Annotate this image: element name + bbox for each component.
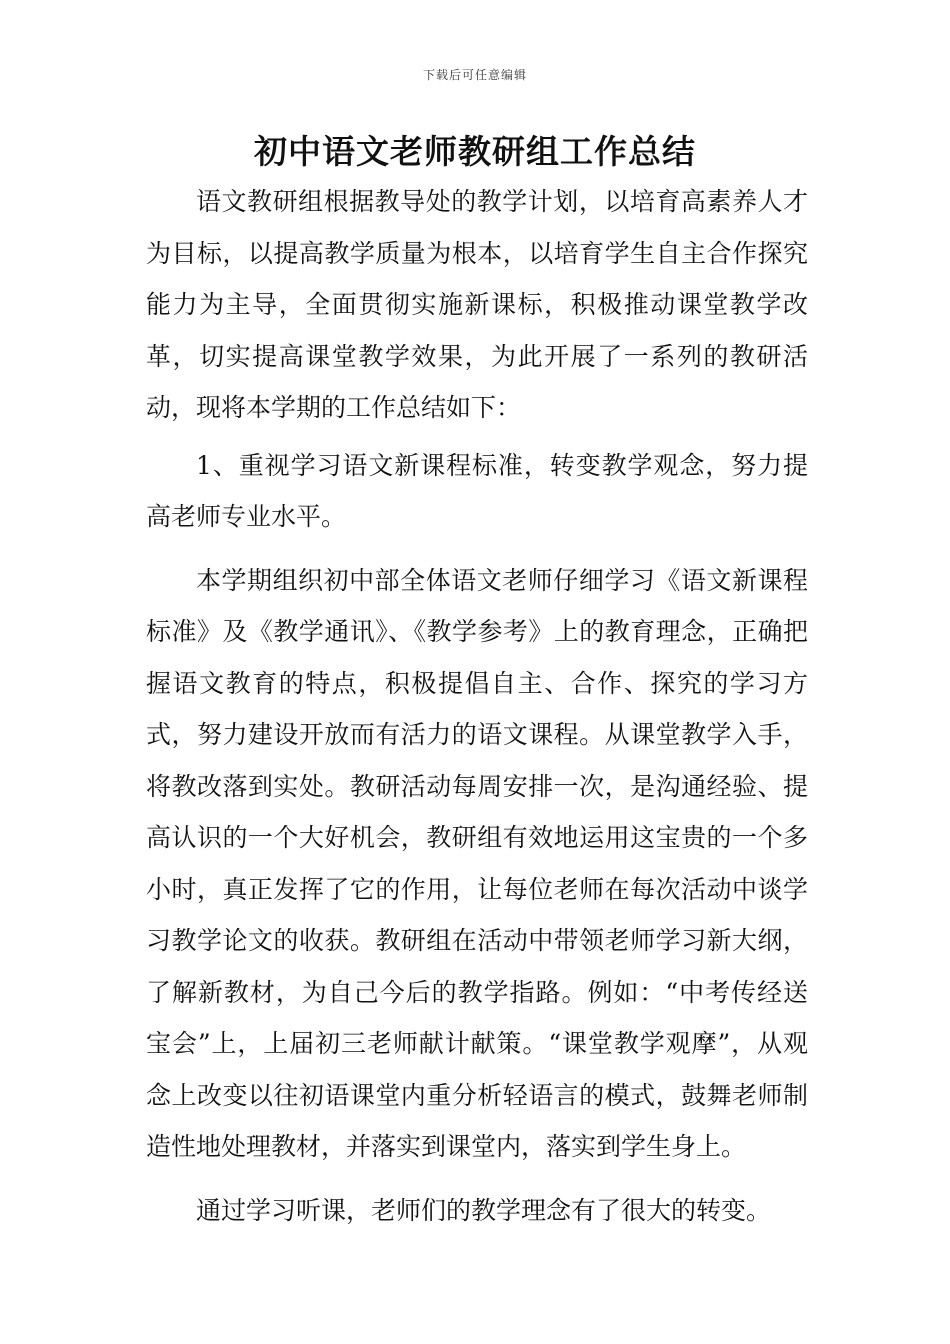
header-note: 下载后可任意编辑 xyxy=(422,68,527,82)
section-heading-1: 1、重视学习语文新课程标准，转变教学观念，努力提高老师专业水平。 xyxy=(146,450,808,531)
document-title: 初中语文老师教研组工作总结 xyxy=(254,132,696,171)
section-paragraph: 本学期组织初中部全体语文老师仔细学习《语文新课程标准》及《教学通讯》、《教学参考》上的教育理念，正确把握语文教育的特点，积极提倡自主、合作、探究的学习方式，努力建设开放而有活力的语文课程。从课堂教学入手，将教改落到实处。教研活动每周安排一次，是沟通经验、提高认识的一个大好机会，教研组有效地运用这宝贵的一个多小时，真正发挥了它的作用，让每位老师在每次活动中谈学习教学论文的收获。教研组在活动中带领老师学习新大纲，了解新教材，为自己今后的教学指路。例如：“中考传经送宝会”上，上届初三老师献计献策。“课堂教学观摩”，从观念上改变以往初语课堂内重分析轻语言的模式，鼓舞老师制造性地处理教材，并落实到课堂内，落实到学生身上。 xyxy=(146,565,808,1161)
closing-paragraph: 通过学习听课，老师们的教学理念有了很大的转变。 xyxy=(196,1195,772,1225)
document-body xyxy=(146,176,808,1236)
intro-paragraph: 语文教研组根据教导处的教学计划，以培育高素养人才为目标，以提高教学质量为根本，以培育学生自主合作探究能力为主导，全面贯彻实施新课标，积极推动课堂教学改革，切实提高课堂教学效果，为此开展了一系列的教研活动，现将本学期的工作总结如下： xyxy=(146,187,808,422)
